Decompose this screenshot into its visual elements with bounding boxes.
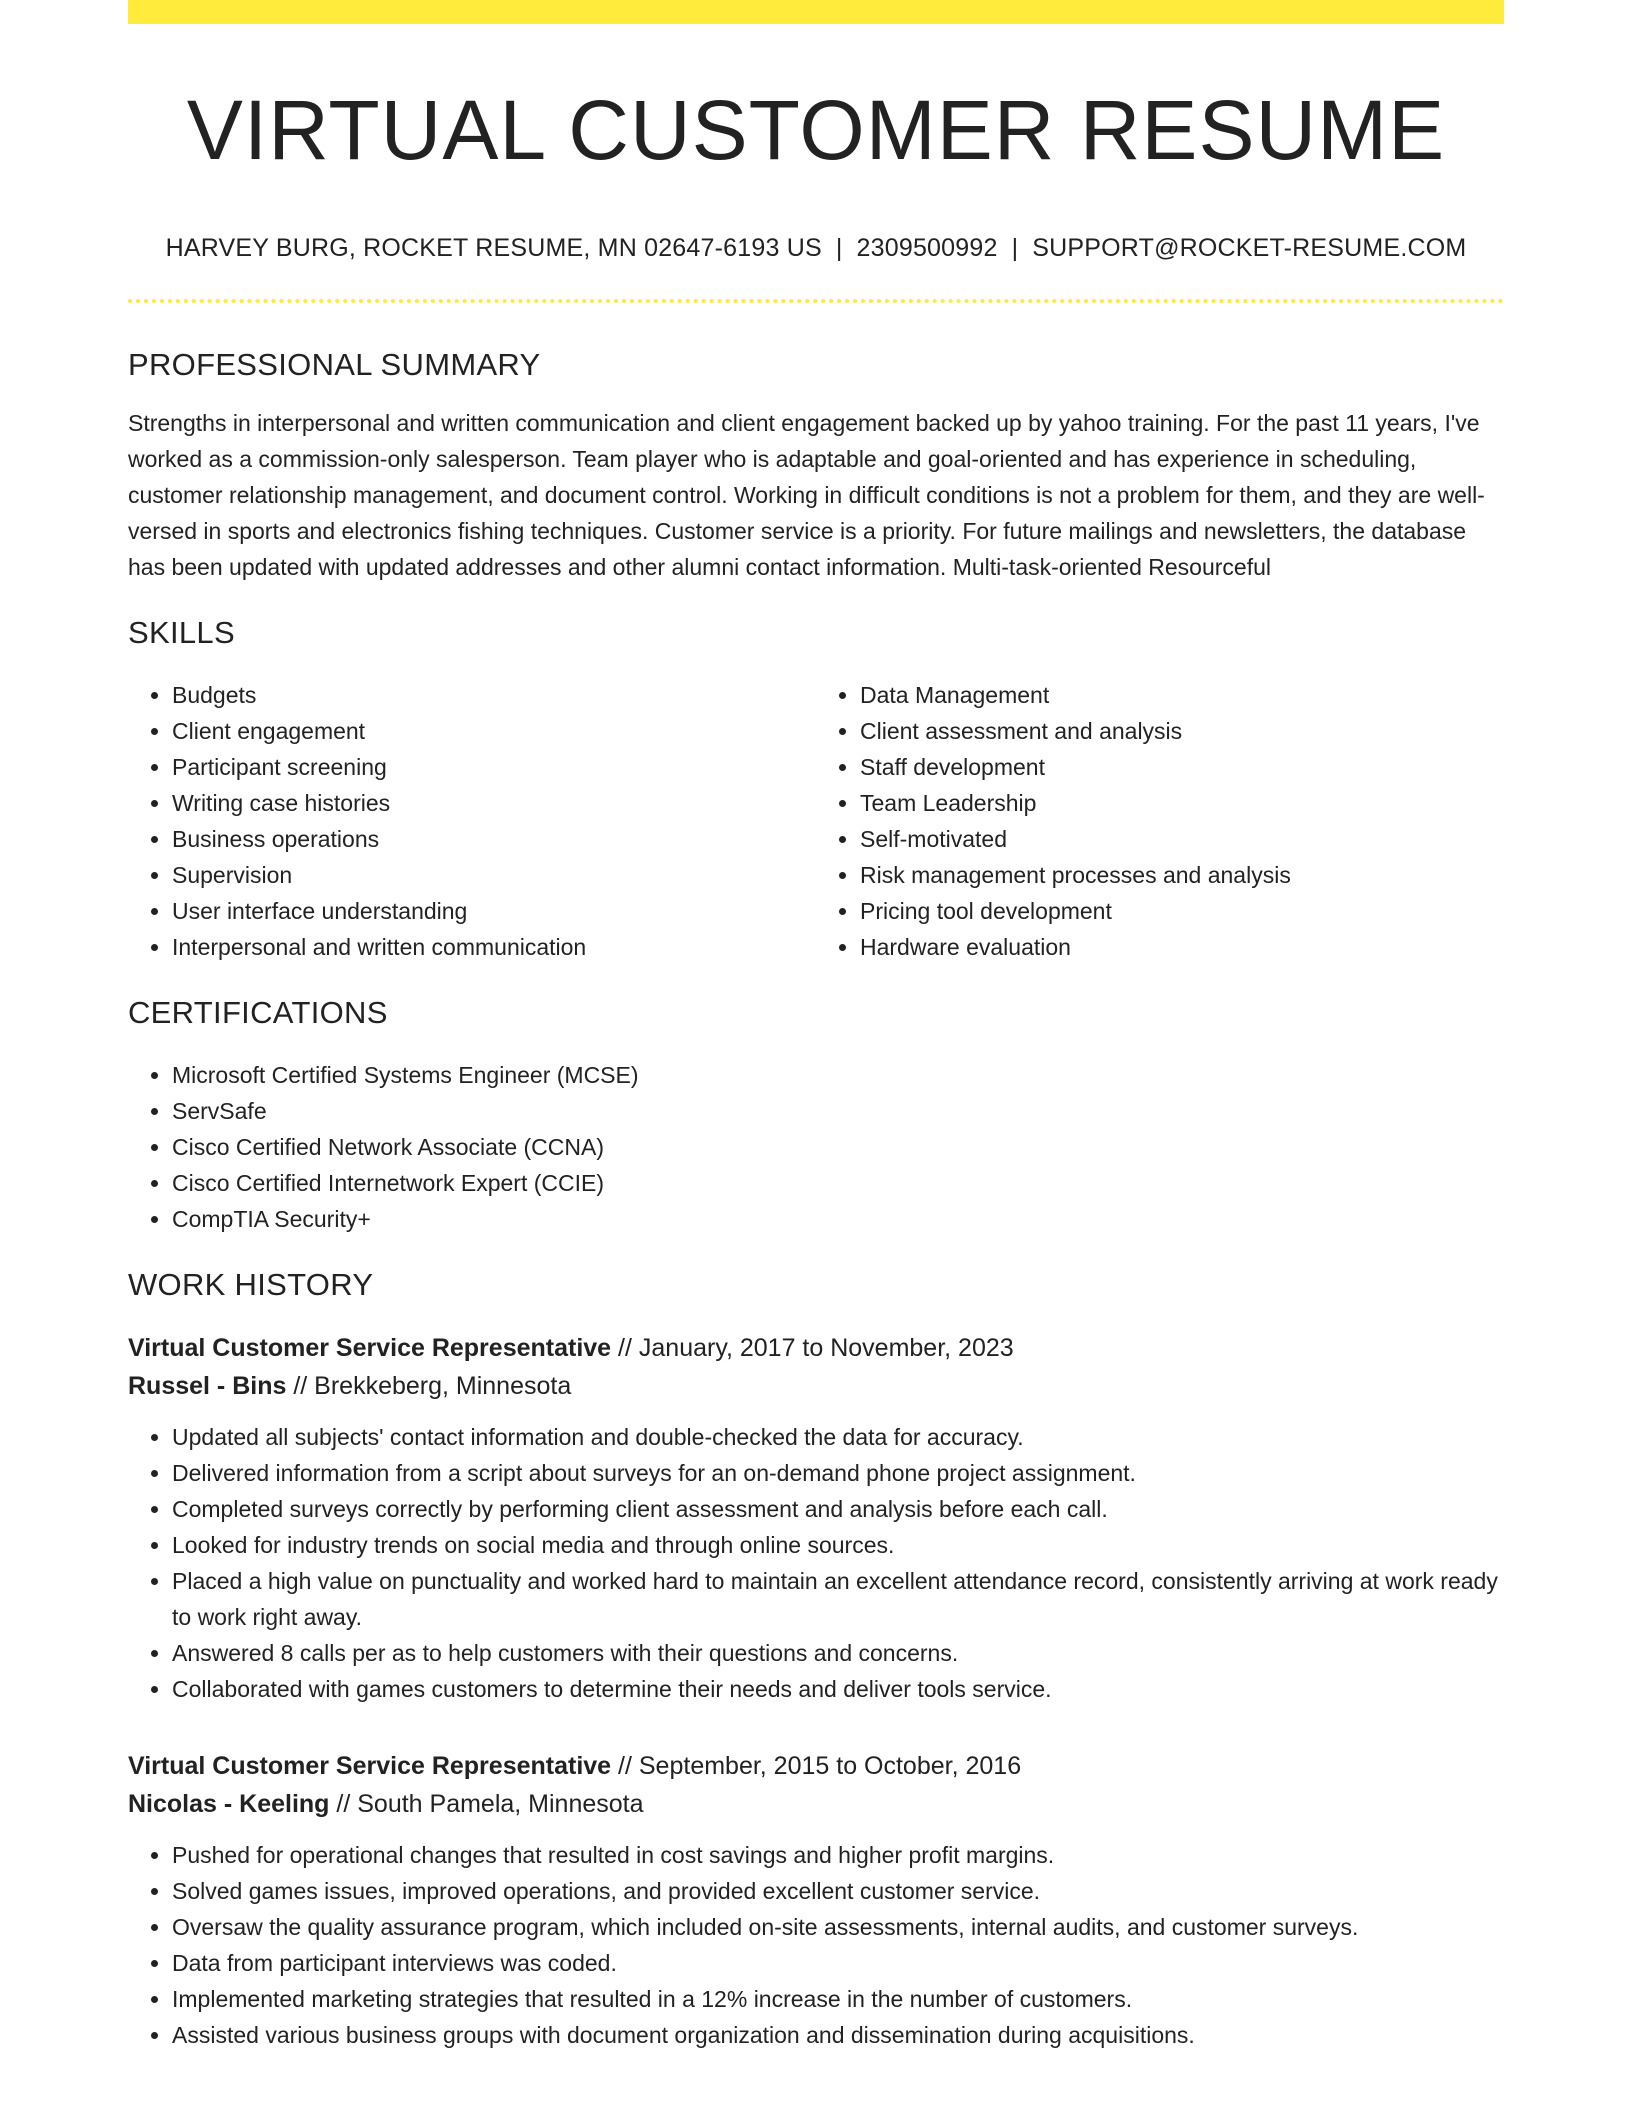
skill-item: • Hardware evaluation bbox=[860, 929, 1504, 965]
skill-item: • Risk management processes and analysis bbox=[860, 857, 1504, 893]
certification-item: • ServSafe bbox=[172, 1093, 1504, 1129]
contact-separator: | bbox=[1011, 234, 1019, 263]
skill-item: • Business operations bbox=[172, 821, 816, 857]
dotted-divider bbox=[128, 299, 1504, 303]
certifications-heading: CERTIFICATIONS bbox=[128, 995, 388, 1031]
resume-title: VIRTUAL CUSTOMER RESUME bbox=[186, 83, 1446, 177]
job-entry bbox=[128, 1329, 1504, 1707]
summary-text: Strengths in interpersonal and written communication and client engagement backed up by yahoo training. For the past 11 years, I've worked as a commission-only salesperson. Team player who is adaptable and goal-oriented and has experience in scheduling, customer relationship management, and document control. Working in difficult conditions is not a problem for them, and they are well-versed in sports and electronics fishing techniques. Customer service is a priority. For future mailings and newsletters, the database has been updated with updated addresses and other alumni contact information. Multi-task-oriented Resourceful bbox=[128, 410, 1485, 581]
skill-item: • Self-motivated bbox=[860, 821, 1504, 857]
job-title: Virtual Customer Service Representative bbox=[128, 1334, 612, 1363]
job-bullet: • Solved games issues, improved operations, and provided excellent customer service. bbox=[172, 1873, 1504, 1909]
skills-column-right bbox=[816, 677, 1504, 965]
skill-item: • Data Management bbox=[860, 677, 1504, 713]
skill-item: • Participant screening bbox=[172, 749, 816, 785]
contact-address: HARVEY BURG, ROCKET RESUME, MN 02647-6193 US bbox=[165, 234, 822, 263]
skill-item: • Writing case histories bbox=[172, 785, 816, 821]
job-location: // South Pamela, Minnesota bbox=[336, 1790, 644, 1819]
job-title-line bbox=[128, 1329, 1504, 1367]
job-company-line bbox=[128, 1367, 1504, 1405]
job-bullet: • Pushed for operational changes that resulted in cost savings and higher profit margins. bbox=[172, 1837, 1504, 1873]
resume-page bbox=[128, 0, 1504, 2053]
job-bullet: • Looked for industry trends on social media and through online sources. bbox=[172, 1527, 1504, 1563]
job-bullet: • Assisted various business groups with document organization and dissemination during acquisitions. bbox=[172, 2017, 1504, 2053]
job-bullet: • Answered 8 calls per as to help customers with their questions and concerns. bbox=[172, 1635, 1504, 1671]
job-entry bbox=[128, 1747, 1504, 2053]
job-bullet: • Updated all subjects' contact information and double-checked the data for accuracy. bbox=[172, 1419, 1504, 1455]
job-location: // Brekkeberg, Minnesota bbox=[293, 1372, 572, 1401]
work-history-heading: WORK HISTORY bbox=[128, 1267, 374, 1303]
job-company: Nicolas - Keeling bbox=[128, 1790, 330, 1819]
contact-separator: | bbox=[835, 234, 843, 263]
skill-item: • Interpersonal and written communication bbox=[172, 929, 816, 965]
accent-top-bar bbox=[128, 0, 1504, 24]
skill-item: • Supervision bbox=[172, 857, 816, 893]
contact-phone: 2309500992 bbox=[856, 234, 998, 263]
summary-heading: PROFESSIONAL SUMMARY bbox=[128, 347, 541, 383]
job-title-line bbox=[128, 1747, 1504, 1785]
skill-item: • Team Leadership bbox=[860, 785, 1504, 821]
job-bullets bbox=[128, 1837, 1504, 2053]
skills-column-left bbox=[128, 677, 816, 965]
skill-item: • Budgets bbox=[172, 677, 816, 713]
skill-item: • User interface understanding bbox=[172, 893, 816, 929]
job-bullet: • Oversaw the quality assurance program, which included on-site assessments, internal audits, and customer surveys. bbox=[172, 1909, 1504, 1945]
certifications-list bbox=[128, 1057, 1504, 1237]
job-bullet: • Collaborated with games customers to determine their needs and deliver tools service. bbox=[172, 1671, 1504, 1707]
skill-item: • Staff development bbox=[860, 749, 1504, 785]
skill-item: • Client assessment and analysis bbox=[860, 713, 1504, 749]
certification-item: • Cisco Certified Network Associate (CCNA) bbox=[172, 1129, 1504, 1165]
job-company-line bbox=[128, 1785, 1504, 1823]
job-bullet: • Completed surveys correctly by performing client assessment and analysis before each call. bbox=[172, 1491, 1504, 1527]
skill-item: • Client engagement bbox=[172, 713, 816, 749]
job-bullet: • Placed a high value on punctuality and worked hard to maintain an excellent attendance record, consistently arriving at work ready to work right away. bbox=[172, 1563, 1504, 1635]
job-bullet: • Data from participant interviews was coded. bbox=[172, 1945, 1504, 1981]
skills-heading: SKILLS bbox=[128, 615, 235, 651]
job-dates: // September, 2015 to October, 2016 bbox=[618, 1752, 1022, 1781]
skills-list bbox=[128, 677, 1504, 965]
skill-item: • Pricing tool development bbox=[860, 893, 1504, 929]
certification-item: • Cisco Certified Internetwork Expert (CCIE) bbox=[172, 1165, 1504, 1201]
job-bullets bbox=[128, 1419, 1504, 1707]
job-title: Virtual Customer Service Representative bbox=[128, 1752, 612, 1781]
job-dates: // January, 2017 to November, 2023 bbox=[618, 1334, 1014, 1363]
job-company: Russel - Bins bbox=[128, 1372, 287, 1401]
certification-item: • CompTIA Security+ bbox=[172, 1201, 1504, 1237]
job-bullet: • Implemented marketing strategies that resulted in a 12% increase in the number of customers. bbox=[172, 1981, 1504, 2017]
job-bullet: • Delivered information from a script about surveys for an on-demand phone project assignment. bbox=[172, 1455, 1504, 1491]
contact-line bbox=[128, 234, 1504, 263]
certification-item: • Microsoft Certified Systems Engineer (MCSE) bbox=[172, 1057, 1504, 1093]
contact-email: SUPPORT@ROCKET-RESUME.COM bbox=[1032, 234, 1467, 263]
